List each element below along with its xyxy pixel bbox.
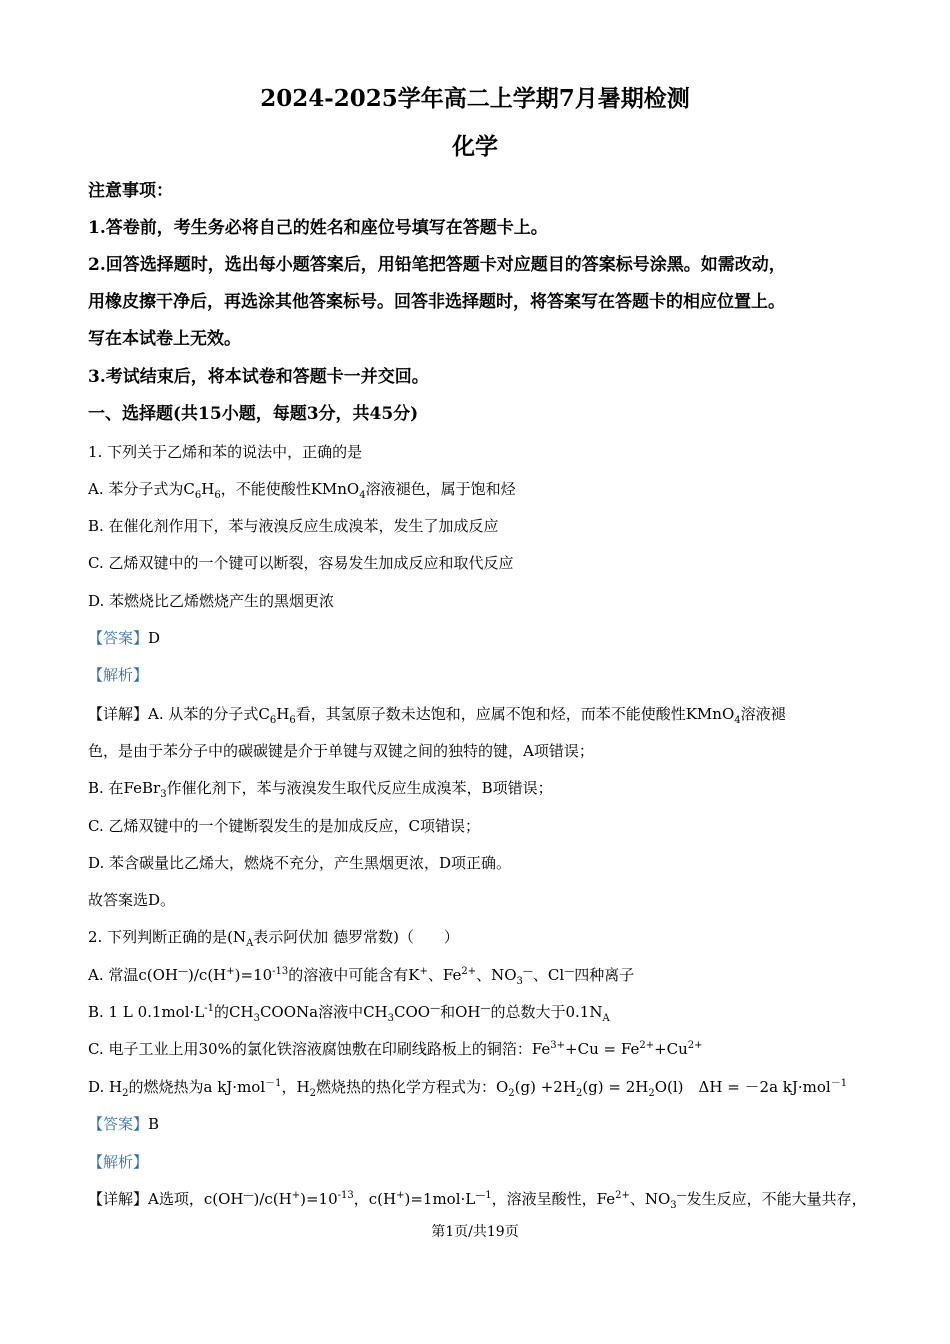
q2-option-d: D. $H_2$的燃烧热为a kJ·mol$^{-1}$，$H_2$燃烧热的热化学方程式为：$O_2(g) +2H_2(g) = 2H_2O(l)$ ΔH = －2a kJ·mol$^{-1}$ xyxy=(88,1078,848,1099)
q1-conclusion: 故答案选D。 xyxy=(88,891,176,909)
notice-item-2-line-1: 2.回答选择题时，选出每小题答案后，用铅笔把答题卡对应题目的答案标号涂黑。如需改动， xyxy=(88,255,786,275)
q2-option-a: A. 常温$c(OH^—)/c(H^+)=10^{-13}$的溶液中可能含有K+、$Fe^{2+}$、$NO_3^—$、Cl—四种离子 xyxy=(88,966,635,987)
q1-analysis-tag: 【解析】 xyxy=(88,666,149,684)
q1-detail-d: D. 苯含碳量比乙烯大，燃烧不充分，产生黑烟更浓，D项正确。 xyxy=(88,854,512,872)
q1-detail-b: B. 在FeBr$_3$作催化剂下，苯与液溴发生取代反应生成溴苯，B项错误； xyxy=(88,779,553,800)
page-number: 第1页/共19页 xyxy=(431,1224,519,1240)
subject-title: 化学 xyxy=(452,133,498,160)
notice-item-3: 3.考试结束后，将本试卷和答题卡一并交回。 xyxy=(88,367,429,387)
q2-stem: 2. 下列判断正确的是($N_A$表示阿伏加 德罗常数)（ ） xyxy=(88,928,459,949)
q2-option-b: B. 1 L $0.1mol\cdot L^{-1}$的$CH_3COONa$溶液中$CH_3COO^—$和OH—的总数大于$0.1N_A$ xyxy=(88,1003,610,1024)
answer-tag: 【答案】 xyxy=(88,1115,149,1133)
answer-tag: 【答案】 xyxy=(88,629,149,647)
q2-analysis-tag: 【解析】 xyxy=(88,1153,149,1171)
q1-option-d: D. 苯燃烧比乙烯燃烧产生的黑烟更浓 xyxy=(88,592,335,610)
q1-option-a: A. 苯分子式为$C_6H_6$，不能使酸性KMnO$_4$溶液褪色，属于饱和烃 xyxy=(88,480,516,501)
q1-detail-line-2: 色，是由于苯分子中的碳碳键是介于单键与双键之间的独特的键，A项错误； xyxy=(88,742,594,760)
exam-title: 2024-2025学年高二上学期7月暑期检测 xyxy=(260,85,690,112)
q1-detail-line-1: 【详解】A. 从苯的分子式$C_6H_6$看，其氢原子数未达饱和，应属不饱和烃，而苯不能使酸性KMnO$_4$溶液褪 xyxy=(88,705,786,726)
notice-heading: 注意事项： xyxy=(88,181,173,201)
q1-answer: 【答案】D xyxy=(88,629,161,647)
q2-answer: 【答案】B xyxy=(88,1115,160,1133)
q2-detail-line-1: 【详解】A选项，$c(OH^—)/c(H^+)=10^{-13}$，$c(H^+)=1mol\cdot L^{—1}$，溶液呈酸性，$Fe^{2+}$、$NO_3^—$发生反应，不能大量共存， xyxy=(88,1190,867,1211)
q1-detail-c: C. 乙烯双键中的一个键断裂发生的是加成反应，C项错误； xyxy=(88,817,480,835)
section-heading: 一、选择题(共15小题，每题3分，共45分) xyxy=(88,404,419,424)
notice-item-1: 1.答卷前，考生务必将自己的姓名和座位号填写在答题卡上。 xyxy=(88,218,548,238)
notice-item-2-line-3: 写在本试卷上无效。 xyxy=(88,329,241,349)
notice-item-2-line-2: 用橡皮擦干净后，再选涂其他答案标号。回答非选择题时，将答案写在答题卡的相应位置上。 xyxy=(88,292,785,312)
q1-option-c: C. 乙烯双键中的一个键可以断裂，容易发生加成反应和取代反应 xyxy=(88,554,514,572)
q1-option-b: B. 在催化剂作用下，苯与液溴反应生成溴苯，发生了加成反应 xyxy=(88,517,499,535)
q1-stem: 1. 下列关于乙烯和苯的说法中，正确的是 xyxy=(88,443,363,461)
q2-option-c: C. 电子工业上用30%的氯化铁溶液腐蚀敷在印刷线路板上的铜箔：$Fe^{3+}+Cu = Fe^{2+}+Cu^{2+}$ xyxy=(88,1040,703,1058)
